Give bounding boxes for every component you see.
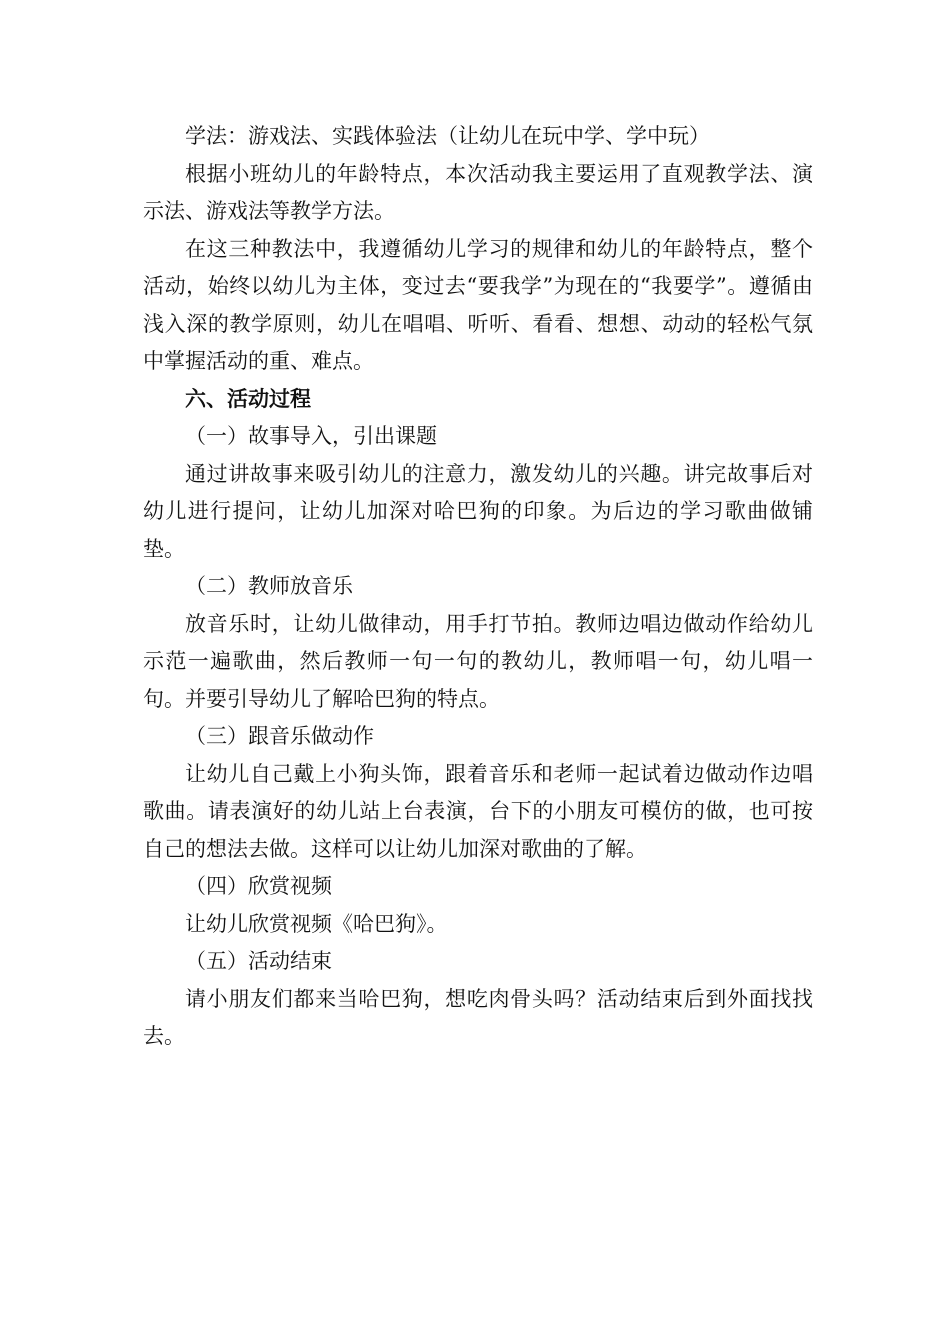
paragraph-activity-end: 请小朋友们都来当哈巴狗，想吃肉骨头吗？活动结束后到外面找找去。: [143, 986, 813, 1048]
paragraph-story-intro: 通过讲故事来吸引幼儿的注意力，激发幼儿的兴趣。讲完故事后对幼儿进行提问，让幼儿加深对哈巴狗的印象。为后边的学习歌曲做铺垫。: [143, 461, 813, 561]
subheading-music-movement: （三）跟音乐做动作: [185, 724, 374, 748]
document-body: [143, 118, 813, 1056]
section-heading-activity-process: 六、活动过程: [185, 386, 311, 411]
subheading-story-intro: （一）故事导入，引出课题: [185, 424, 437, 448]
paragraph-teaching-methods: 根据小班幼儿的年龄特点，本次活动我主要运用了直观教学法、演示法、游戏法等教学方法。: [143, 161, 813, 223]
subheading-play-music: （二）教师放音乐: [185, 574, 353, 598]
paragraph-teaching-principles: 在这三种教法中，我遵循幼儿学习的规律和幼儿的年龄特点，整个活动，始终以幼儿为主体，变过去“要我学”为现在的“我要学”。遵循由浅入深的教学原则，幼儿在唱唱、听听、看看、想想、动动的轻松气氛中掌握活动的重、难点。: [143, 236, 813, 373]
subheading-activity-end: （五）活动结束: [185, 949, 332, 973]
paragraph-play-music: 放音乐时，让幼儿做律动，用手打节拍。教师边唱边做动作给幼儿示范一遍歌曲，然后教师一句一句的教幼儿，教师唱一句，幼儿唱一句。并要引导幼儿了解哈巴狗的特点。: [143, 611, 813, 711]
paragraph-study-methods: 学法：游戏法、实践体验法（让幼儿在玩中学、学中玩）: [185, 124, 710, 148]
subheading-watch-video: （四）欣赏视频: [185, 874, 332, 898]
paragraph-watch-video: 让幼儿欣赏视频《哈巴狗》。: [185, 911, 448, 936]
paragraph-music-movement: 让幼儿自己戴上小狗头饰，跟着音乐和老师一起试着边做动作边唱歌曲。请表演好的幼儿站上台表演，台下的小朋友可模仿的做，也可按自己的想法去做。这样可以让幼儿加深对歌曲的了解。: [143, 761, 813, 861]
